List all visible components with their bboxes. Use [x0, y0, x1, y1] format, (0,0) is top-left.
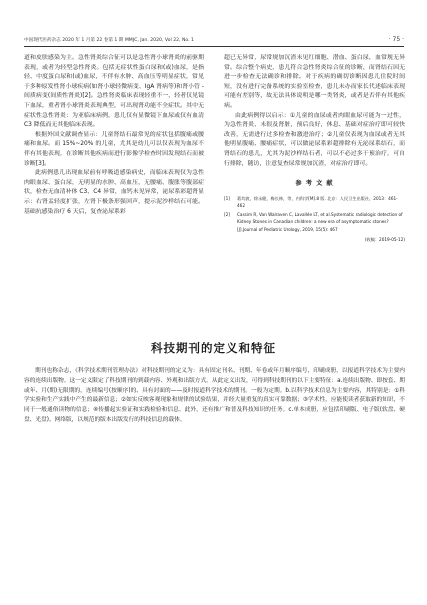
- paragraph: 超已无异常，尿常规加沉渣未见红细胞、潜血、蛋白尿，血常规无异常。综合整个病史，患儿符合急性肾炎综合征的诊断，而肾结石因无进一步检查无法确诊和排除。对于疾病的确切诊断因患儿住院时间短，没有进行完备系统的实验室检查，患儿未办而家长代述临床表现可能有差别等，故无法具体说明是哪一类肾炎，或者是否伴有其他疾病。: [224, 55, 405, 109]
- reference-item: [224, 195, 405, 209]
- received-date: (收稿：2019-05-12): [364, 236, 405, 242]
- paragraph: 此病例患儿出现血尿前有呼吸道感染病史，而临床表现仅为急性肉眼血尿、蛋白尿，无明显的水肿、高血压，无腰痛、腹胀等腹部症状，检查无血清补体 C3、C4 异常，血钙未见异常，泌尿系彩超肾显示：右肾盂轻度扩张，左肾下极条形强回声，提示泥沙样结石可能。基础抗感染治疗 6 天后，复查泌尿系彩: [24, 170, 204, 215]
- paragraph: 道和皮肤感染为主。急性肾炎综合征可以是急性肾小球肾炎的前驱期表现，或者为轻型急性肾炎。包括无症状性蛋白尿和(或)血尿，是指轻、中度蛋白尿和(或)血尿，不伴有水肿、高血压等明显症状，常见于多种原发性肾小球疾病(如肾小球轻微病变、IgA 肾病等)和肾小管 - 间质病变(间质性肾炎)[2]。急性肾炎临床表现轻重不一，轻者仅见镜下血尿，重者肾小球肾炎表现典型，可出现肾功能不全症状。其中无症状性急性肾炎：为亚临床病例，患儿仅有显微镜下血尿或仅有血清 C3 降低而无其他临床表现。: [24, 55, 204, 129]
- page-number: · 75 ·: [388, 36, 404, 43]
- journal-info: 中国现代医药杂志 2020 年 1 月第 22 卷第 1 期 MMJC, Jan. 2020, Vol 22, No. 1: [24, 38, 194, 43]
- article-title: 科技期刊的定义和特征: [151, 341, 276, 355]
- running-header: [24, 36, 404, 47]
- paragraph: 根据外国文献调查显示：儿童肾结石最常见的症状包括腹痛或腰痛和血尿。而 15%~20% 的儿童，尤其是幼儿可以仅表现为血尿不伴有其他表现，在诊断其他疾病而进行影像学检查时因发现结石而被诊断[3]。: [24, 131, 204, 167]
- left-column: [24, 54, 204, 217]
- reference-text: 葛均波，徐永健，梅长林，等，内科学[M].8 版. 北京：人民卫生出版社，2013：461-462: [237, 195, 398, 208]
- reference-item: [224, 211, 405, 233]
- references-heading: 参 考 文 献: [295, 180, 334, 188]
- article-body: 期刊也称杂志，《科学技术期刊管理办法》对科技期刊的定义为：具有固定刊名、刊期、年卷或年月顺序编号，印刷成册，以报道科学技术为主要内容的连续出版物。这一定义限定了科技期刊的到载内容、外观和出版方式。从此定义出发，可得到科技期刊的以下主要特征：a.连续出版物、即按套、期或年、月(期)无限期的，连续编号(按顺序)的、具有封面的——及时报道科学技术的期刊。一般为定期。b.以科学技术信息为主要内容，其特别是：①科学实验和生产实践中产生的最新信息；②如实反映客观现象和规律的试验结果，并经大量重复的真实可靠数据；③学术性，应能使读者获取新的知识，不同于一般通俗读物的信息；④传播起实验证和实践检验和信息。此外，还有推广和普及科技知识的任务。c.单本成册，应包括印刷版、电子版(软盘、硬盘、光盘)、网络版，以规范的版本出版发行的科技信息的载体。: [24, 368, 405, 423]
- reference-number: [2]: [224, 212, 230, 218]
- right-column: [224, 54, 405, 244]
- reference-number: [1]: [224, 195, 230, 201]
- reference-text: Cassim R, Van Walraven C, Lavallée LT, et al.Systematic radiologic detection of Kidney Stones in Canadian children: a new era of asymptomatic stones?[J].Journal of Pediatric Urology, 2019, 15(5): 467: [237, 212, 403, 232]
- paragraph: 由此病例得以启示：①儿童的血尿或者肉眼血尿可能为一过性，为急性肾炎、未很及肾脏，预后良好，休息、基础对症治疗即可较快改善，无需进行过多检查和激进治疗；②儿童仅表现为血尿或者无其他明显腹痛、腰痛症状，可以做泌尿系彩超排除有无泌尿系结石，而肾结石的患儿，尤其为泥沙样结石者，可以不必过多干预治疗，可自行排除，随访，注意复查尿常规加沉渣，对症治疗即可。: [224, 112, 405, 167]
